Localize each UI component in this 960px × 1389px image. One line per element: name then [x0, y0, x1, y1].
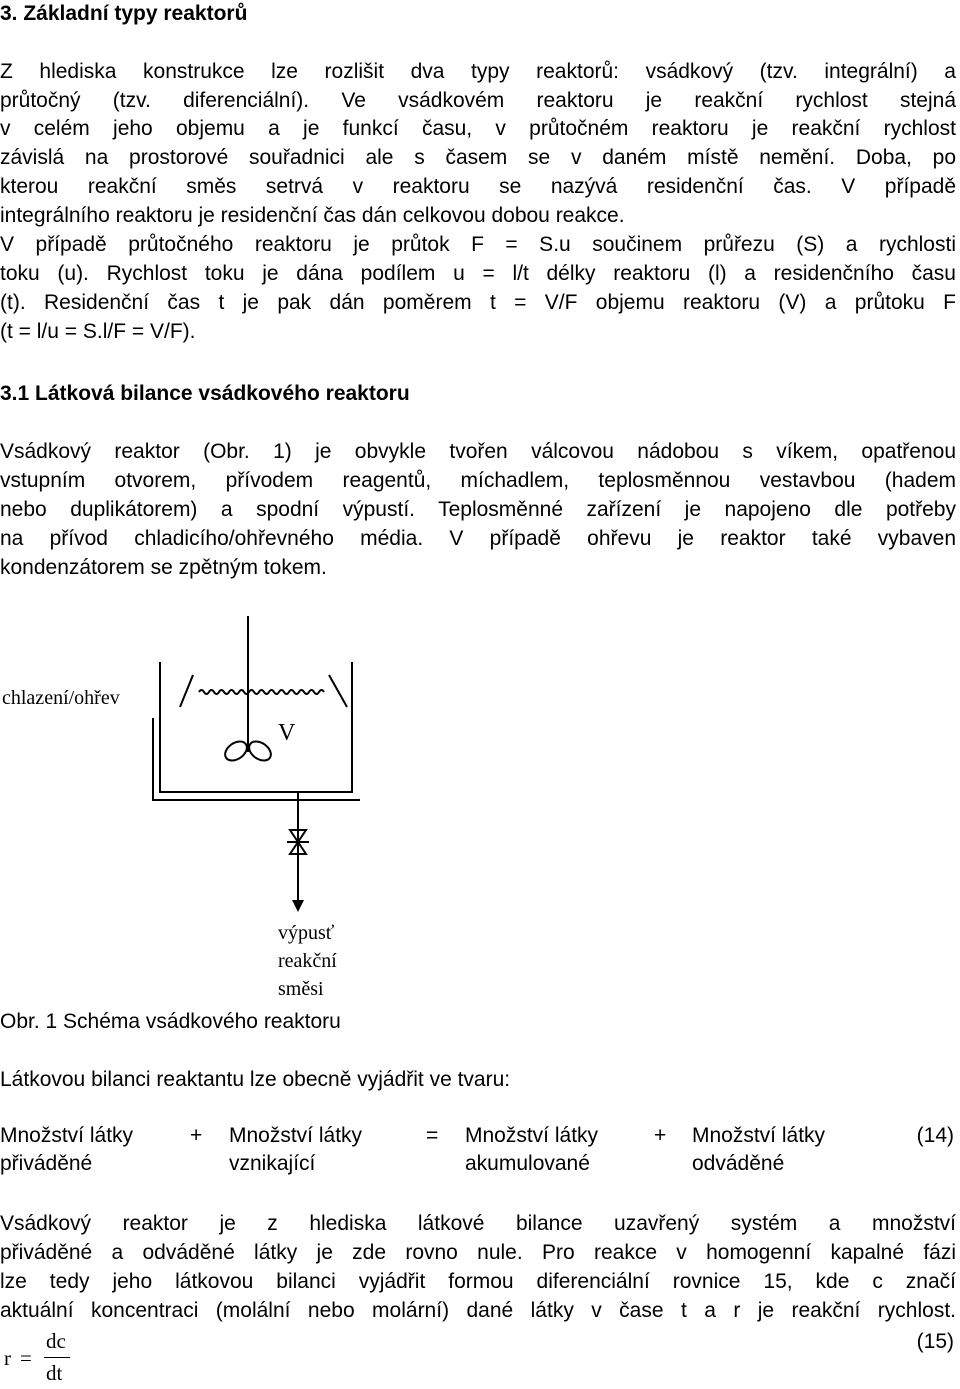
paragraph-line: průtočný (tzv. diferenciální). Ve vsádkovém reaktoru je reakční rychlost stejná [0, 89, 956, 112]
stirrer-blade-right [246, 738, 275, 765]
outlet-arrow-icon [292, 900, 304, 912]
outlet-label-3: směsi [278, 978, 324, 1000]
feed-line-right [329, 675, 347, 707]
plus-sign: + [190, 1124, 203, 1147]
formula-equals: = [20, 1346, 32, 1370]
term-accumulated: Množství látky akumulované [465, 1124, 599, 1175]
volume-label: V [278, 720, 296, 746]
liquid-level [199, 690, 324, 694]
paragraph-line: V případě průtočného reaktoru je průtok F = S.u součinem průřezu (S) a rychlosti [0, 233, 956, 256]
paragraph-line: toku (u). Rychlost toku je dána podílem u = l/t délky reaktoru (l) a residenčního času [0, 262, 956, 285]
paragraph-line: kterou reakční směs setrvá v reaktoru se nazývá residenční čas. V případě [0, 175, 956, 198]
balance-intro: Látkovou bilanci reaktantu lze obecně vyjádřit ve tvaru: [0, 1068, 511, 1091]
formula-denominator: dt [46, 1361, 63, 1385]
paragraph-line: aktuální koncentraci (molální nebo molární) dané látky v čase t a r je reakční rychlost. [0, 1299, 956, 1322]
outlet-label-2: reakční [278, 950, 337, 972]
paragraph-line: nebo duplikátorem) a spodní výpustí. Teplosměnné zařízení je napojeno dle potřeby [0, 498, 956, 521]
paragraph-line: (t = l/u = S.l/F = V/F). [0, 320, 196, 343]
term-generated: Množství látky vznikající [229, 1124, 363, 1175]
paragraph-line: Vsádkový reaktor je z hlediska látkové bilance uzavřený systém a množství [0, 1212, 956, 1235]
formula-lhs: r [4, 1346, 11, 1370]
fraction-bar [44, 1357, 70, 1358]
section-title: 3. Základní typy reaktorů [0, 2, 248, 25]
paragraph-line: přiváděné a odváděné látky je zde rovno nule. Pro reakce v homogenní kapalné fázi [0, 1241, 956, 1264]
outlet-label-1: výpusť [278, 922, 335, 944]
formula-numerator: dc [46, 1329, 66, 1353]
term-removed: Množství látky odváděné [692, 1124, 826, 1175]
feed-line-left [180, 675, 193, 707]
paragraph-line: závislá na prostorové souřadnici ale s časem se v daném místě nemění. Doba, po [0, 146, 956, 169]
paragraph-line: vstupním otvorem, přívodem reagentů, míchadlem, teplosměnnou vestavbou (hadem [0, 469, 956, 492]
subsection-title: 3.1 Látková bilance vsádkového reaktoru [0, 382, 410, 405]
paragraph-line: lze tedy jeho látkovou bilanci vyjádřit formou diferenciální rovnice 15, kde c značí [0, 1270, 956, 1293]
stirrer-blade-left [222, 738, 251, 765]
paragraph-line: Z hlediska konstrukce lze rozlišit dva typy reaktorů: vsádkový (tzv. integrální) a [0, 60, 956, 83]
vessel-wall [160, 662, 352, 792]
equals-sign: = [426, 1124, 439, 1147]
equation-number-15: (15) [916, 1330, 954, 1353]
equation-number-14: (14) [916, 1124, 954, 1147]
paragraph-line: integrálního reaktoru je residenční čas dán celkovou dobou reakce. [0, 204, 625, 227]
paragraph-line: v celém jeho objemu a je funkcí času, v průtočném reaktoru je reakční rychlost [0, 117, 956, 140]
cooling-label: chlazení/ohřev [2, 687, 120, 709]
term-supplied: Množství látky přiváděné [0, 1124, 134, 1175]
paragraph-line: (t). Residenční čas t je pak dán poměrem t = V/F objemu reaktoru (V) a průtoku F [0, 291, 956, 314]
plus-sign: + [654, 1124, 667, 1147]
figure-caption: Obr. 1 Schéma vsádkového reaktoru [0, 1010, 341, 1033]
batch-reactor-diagram [0, 612, 420, 1012]
paragraph-line: Vsádkový reaktor (Obr. 1) je obvykle tvořen válcovou nádobou s víkem, opatřenou [0, 440, 956, 463]
paragraph-line: kondenzátorem se zpětným tokem. [0, 556, 327, 579]
paragraph-line: na přívod chladicího/ohřevného média. V případě ohřevu je reaktor také vybaven [0, 527, 956, 550]
